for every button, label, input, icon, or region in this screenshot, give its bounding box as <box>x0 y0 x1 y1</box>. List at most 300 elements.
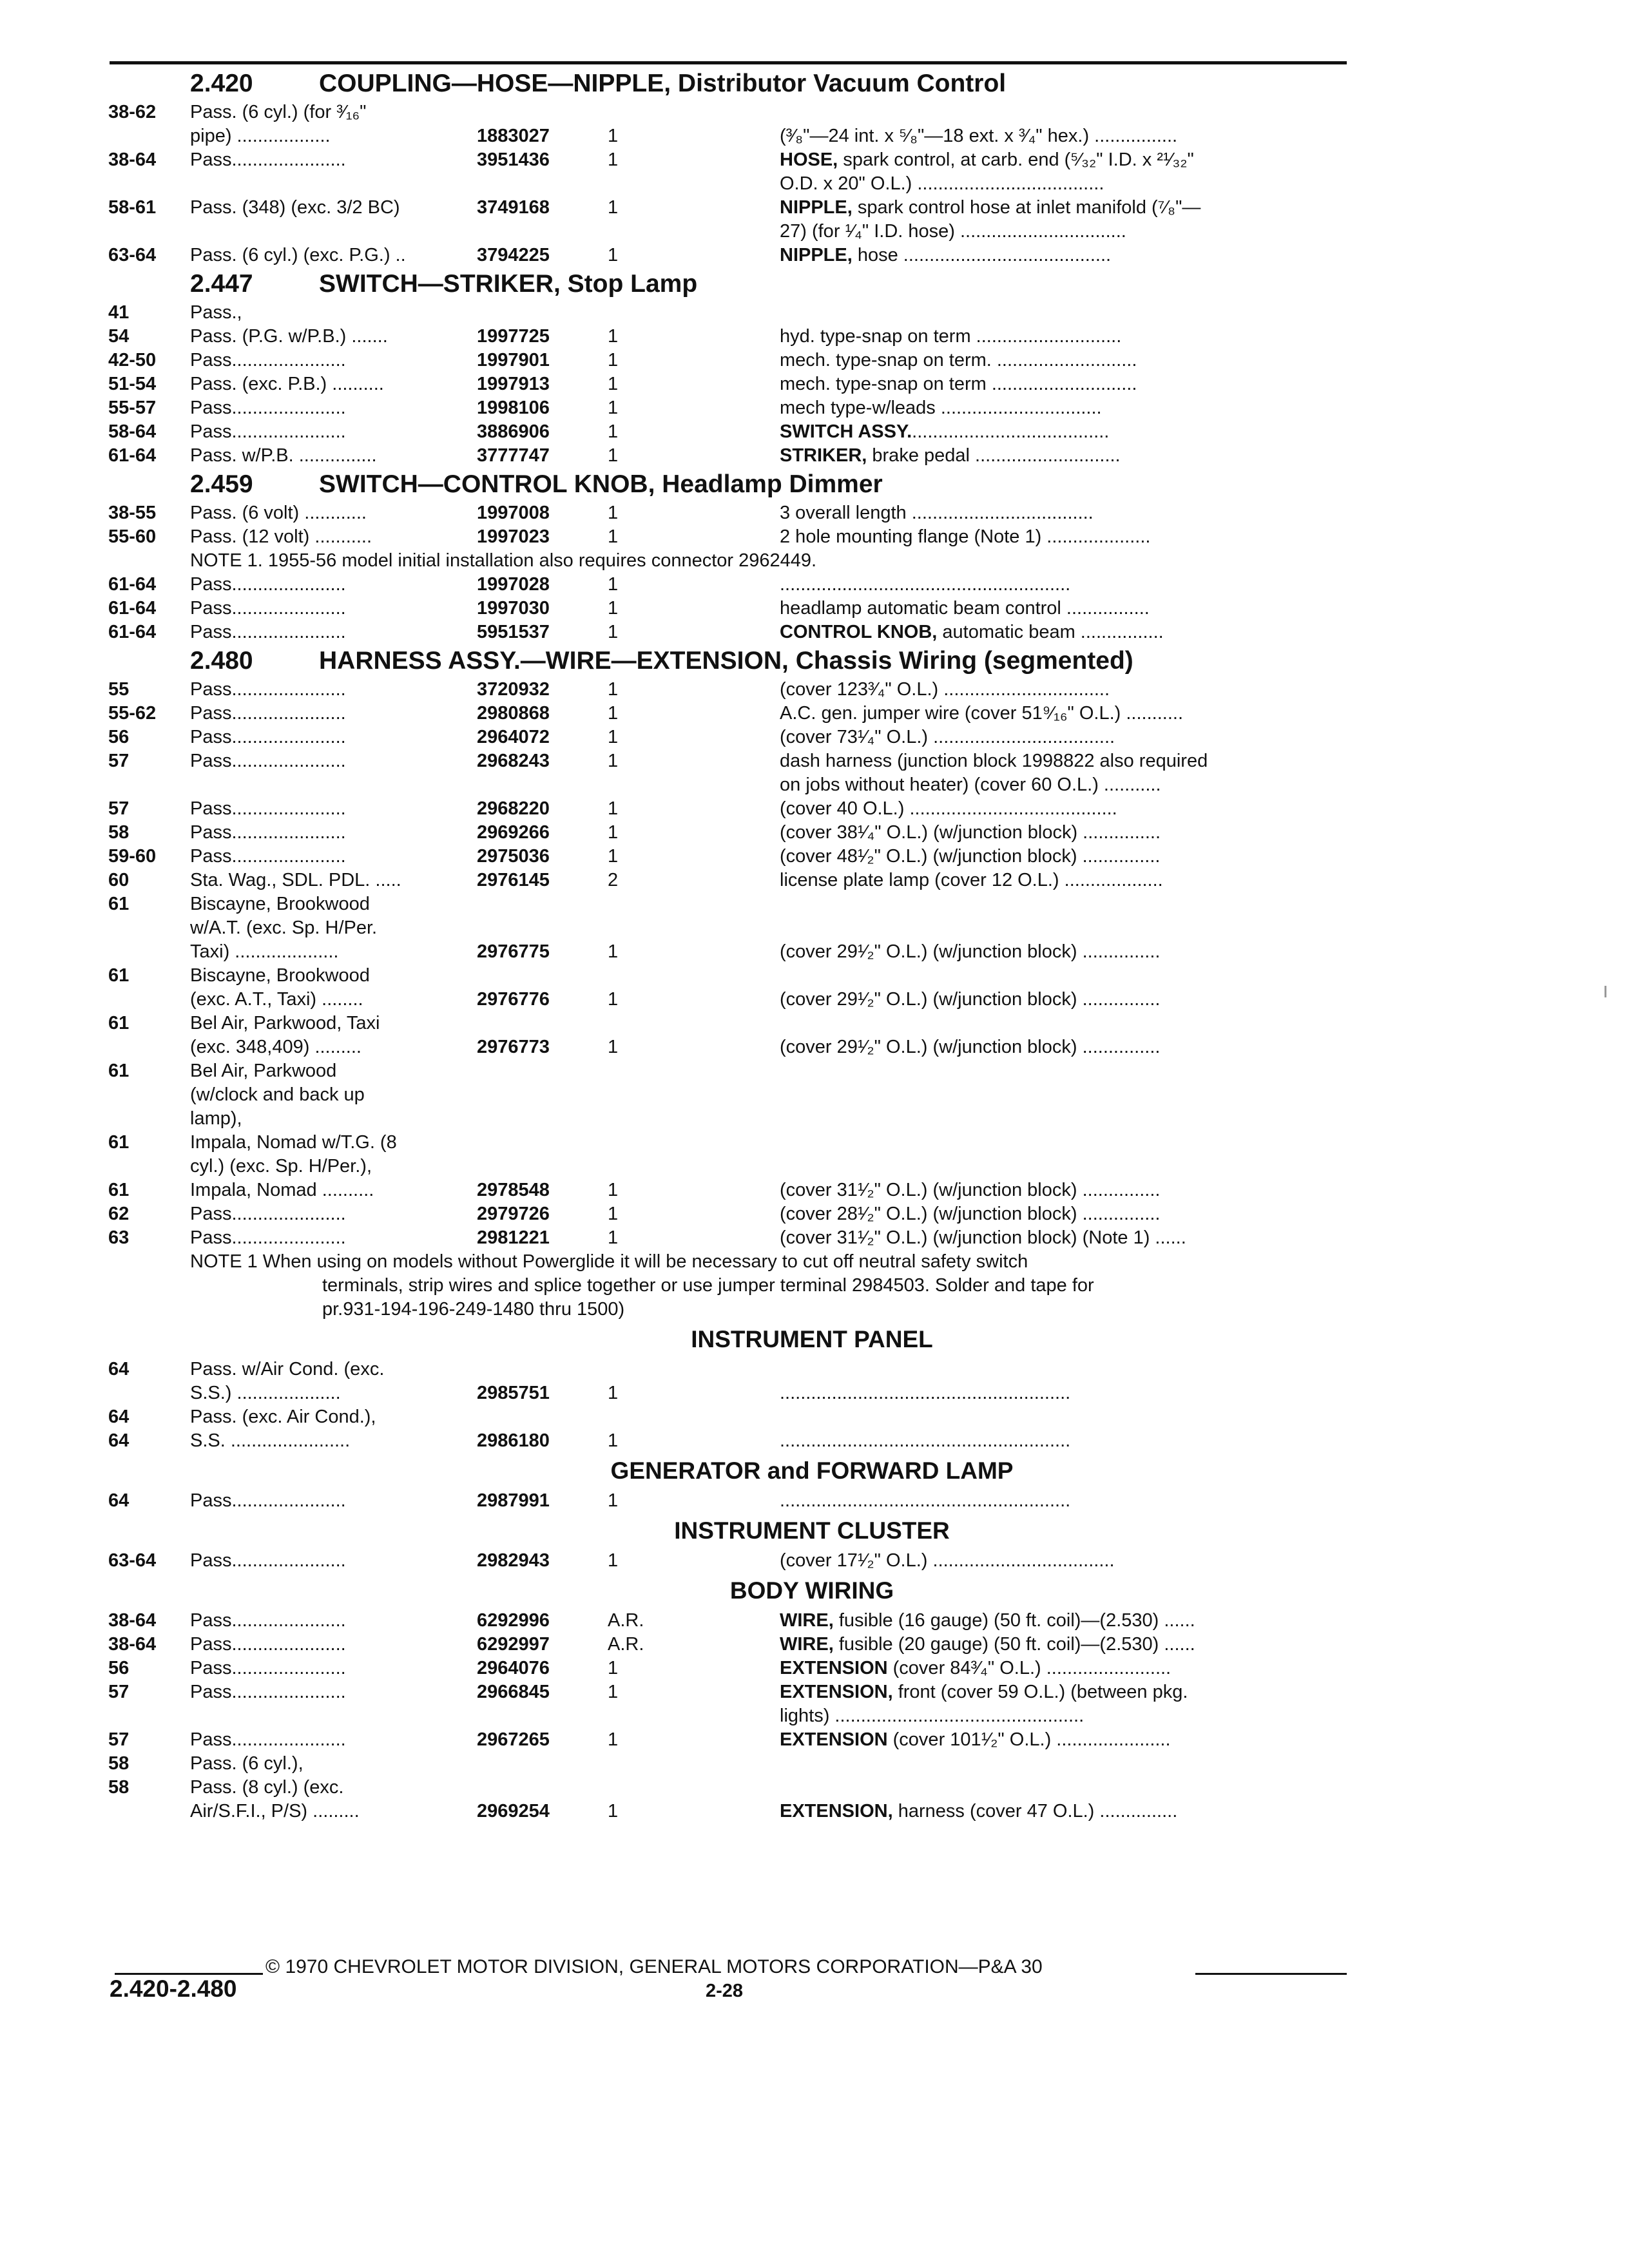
part-description <box>780 620 1347 644</box>
table-row <box>0 1226 1629 1250</box>
group-number: 2.420 <box>190 70 253 97</box>
group-title <box>319 267 697 301</box>
part-number: 1997901 <box>477 350 550 370</box>
group-number: 2.480 <box>190 647 253 675</box>
table-row <box>0 1012 1629 1035</box>
description-text: (cover 31¹⁄₂" O.L.) (w/junction block) (Note 1) ...... <box>780 1227 1186 1248</box>
part-description <box>780 1035 1347 1059</box>
quantity: 1 <box>608 822 619 843</box>
table-row <box>0 1752 1629 1776</box>
footer-section-ref: 2.420-2.480 <box>110 1975 237 2002</box>
model-description: Pass...................... <box>190 727 346 747</box>
description-text: mech. type-snap on term. ........................... <box>780 350 1137 370</box>
part-description <box>780 1381 1347 1405</box>
table-row <box>0 420 1629 444</box>
part-number: 1997030 <box>477 598 550 619</box>
note-line <box>0 549 1629 573</box>
group-title-main: SWITCH—STRIKER, <box>319 270 561 298</box>
table-row <box>0 573 1629 597</box>
part-description <box>780 444 1347 468</box>
part-number: 1997913 <box>477 374 550 394</box>
description-text: on jobs without heater) (cover 60 O.L.) ........... <box>780 774 1161 795</box>
model-description: Pass...................... <box>190 1610 346 1631</box>
part-name: STRIKER, <box>780 445 867 466</box>
table-row <box>0 1429 1629 1453</box>
year-range: 61-64 <box>108 598 157 619</box>
year-range: 64 <box>108 1430 130 1451</box>
part-number: 2979726 <box>477 1204 550 1224</box>
model-description: Pass...................... <box>190 703 346 724</box>
model-description: S.S.) .................... <box>190 1383 341 1403</box>
group-header <box>0 468 1629 501</box>
group-title-main: SWITCH—CONTROL KNOB, <box>319 470 655 498</box>
year-range: 58 <box>108 822 130 843</box>
quantity: 1 <box>608 622 619 642</box>
part-description <box>780 1728 1347 1752</box>
table-row <box>0 172 1629 196</box>
part-description <box>780 749 1347 773</box>
model-description: Air/S.F.I., P/S) ......... <box>190 1801 360 1821</box>
quantity: 1 <box>608 445 619 466</box>
part-number: 2964072 <box>477 727 550 747</box>
part-description <box>780 1429 1347 1453</box>
table-row <box>0 892 1629 916</box>
table-row <box>0 1633 1629 1657</box>
part-description <box>780 124 1347 148</box>
year-range: 59-60 <box>108 846 157 867</box>
quantity: 1 <box>608 350 619 370</box>
part-description <box>780 845 1347 869</box>
group-title-sub: Chassis Wiring (segmented) <box>795 647 1133 675</box>
model-description: Pass...................... <box>190 798 346 819</box>
year-range: 57 <box>108 798 130 819</box>
table-row <box>0 1083 1629 1107</box>
table-row <box>0 349 1629 372</box>
quantity: 1 <box>608 503 619 523</box>
quantity: 1 <box>608 149 619 170</box>
model-description: Pass...................... <box>190 398 346 418</box>
part-name: WIRE, <box>780 1610 834 1631</box>
description-text: A.C. gen. jumper wire (cover 51⁹⁄₁₆" O.L.) ........... <box>780 703 1184 724</box>
description-text: mech. type-snap on term ............................ <box>780 374 1137 394</box>
table-row <box>0 396 1629 420</box>
table-row <box>0 1381 1629 1405</box>
model-description: Biscayne, Brookwood <box>190 965 370 986</box>
description-text: fusible (16 gauge) (50 ft. coil)—(2.530) ...... <box>833 1610 1195 1631</box>
part-number: 3720932 <box>477 679 550 700</box>
group-title-sub: Headlamp Dimmer <box>662 470 883 498</box>
description-text: headlamp automatic beam control ................ <box>780 598 1150 619</box>
description-text: 27) (for ¹⁄₄" I.D. hose) ................................ <box>780 221 1126 242</box>
description-text: license plate lamp (cover 12 O.L.) ................... <box>780 870 1163 890</box>
model-description: Pass...................... <box>190 1490 346 1511</box>
year-range: 60 <box>108 870 130 890</box>
quantity: 1 <box>608 703 619 724</box>
note-continuation <box>0 1298 1629 1321</box>
model-description: Pass...................... <box>190 679 346 700</box>
quantity: 1 <box>608 526 619 547</box>
part-number: 2964076 <box>477 1658 550 1678</box>
group-title <box>319 644 1133 678</box>
model-description: Pass...................... <box>190 1550 346 1571</box>
quantity: 1 <box>608 1658 619 1678</box>
model-description: Pass. (8 cyl.) (exc. <box>190 1777 344 1798</box>
year-range: 62 <box>108 1204 130 1224</box>
year-range: 56 <box>108 727 130 747</box>
model-description: Pass...................... <box>190 1227 346 1248</box>
quantity: 1 <box>608 126 619 146</box>
quantity: 1 <box>608 326 619 347</box>
part-description <box>780 1202 1347 1226</box>
model-description: Pass...................... <box>190 751 346 771</box>
description-text: automatic beam ................ <box>937 622 1164 642</box>
year-range: 61-64 <box>108 622 157 642</box>
quantity: 1 <box>608 727 619 747</box>
part-description <box>780 773 1347 797</box>
part-number: 6292996 <box>477 1610 550 1631</box>
model-description: Pass. (6 volt) ............ <box>190 503 367 523</box>
part-number: 2981221 <box>477 1227 550 1248</box>
table-row <box>0 1035 1629 1059</box>
scan-speck <box>1605 986 1606 997</box>
description-text: hose ........................................ <box>852 245 1112 265</box>
table-row <box>0 678 1629 702</box>
table-row <box>0 244 1629 267</box>
quantity: 1 <box>608 751 619 771</box>
quantity: 1 <box>608 1204 619 1224</box>
year-range: 61 <box>108 1061 130 1081</box>
table-row <box>0 1704 1629 1728</box>
footer-copyright: © 1970 CHEVROLET MOTOR DIVISION, GENERAL MOTORS CORPORATION—P&A 30 <box>265 1956 1043 1977</box>
part-number: 2969266 <box>477 822 550 843</box>
description-text: (cover 29¹⁄₂" O.L.) (w/junction block) ............... <box>780 941 1161 962</box>
year-range: 55-57 <box>108 398 157 418</box>
table-row <box>0 220 1629 244</box>
part-description <box>780 1633 1347 1657</box>
part-description <box>780 525 1347 549</box>
description-text: brake pedal ............................ <box>867 445 1121 466</box>
year-range: 61 <box>108 1013 130 1033</box>
quantity: 1 <box>608 1180 619 1200</box>
page-footer <box>0 1947 1629 2012</box>
group-title-main: HARNESS ASSY.—WIRE—EXTENSION, <box>319 647 789 675</box>
top-rule <box>110 61 1347 64</box>
part-name: NIPPLE, <box>780 197 853 218</box>
year-range: 55-62 <box>108 703 157 724</box>
quantity: 1 <box>608 1383 619 1403</box>
group-number: 2.459 <box>190 470 253 498</box>
part-number: 2987991 <box>477 1490 550 1511</box>
model-description: (w/clock and back up <box>190 1084 365 1105</box>
note-text: NOTE 1. 1955-56 model initial installation also requires connector 2962449. <box>190 550 817 571</box>
model-description: Pass., <box>190 302 242 323</box>
year-range: 55 <box>108 679 130 700</box>
table-row <box>0 1728 1629 1752</box>
table-row <box>0 597 1629 620</box>
description-text: lights) ................................................ <box>780 1706 1084 1726</box>
quantity: 2 <box>608 870 619 890</box>
table-row <box>0 773 1629 797</box>
section-header <box>0 1453 1629 1489</box>
year-range: 63-64 <box>108 1550 157 1571</box>
description-text: (cover 101¹⁄₂" O.L.) ...................... <box>887 1729 1171 1750</box>
year-range: 61 <box>108 894 130 914</box>
model-description: Taxi) .................... <box>190 941 339 962</box>
part-description <box>780 797 1347 821</box>
description-text: (cover 28¹⁄₂" O.L.) (w/junction block) ............... <box>780 1204 1161 1224</box>
part-name: EXTENSION <box>780 1729 888 1750</box>
table-row <box>0 101 1629 124</box>
model-description: Biscayne, Brookwood <box>190 894 370 914</box>
part-number: 1883027 <box>477 126 550 146</box>
year-range: 63 <box>108 1227 130 1248</box>
table-row <box>0 869 1629 892</box>
year-range: 64 <box>108 1490 130 1511</box>
quantity: 1 <box>608 1801 619 1821</box>
quantity: 1 <box>608 374 619 394</box>
quantity: 1 <box>608 989 619 1010</box>
description-text: O.D. x 20" O.L.) .................................... <box>780 173 1104 194</box>
spacer <box>789 647 796 675</box>
part-description <box>780 940 1347 964</box>
description-text: (cover 48¹⁄₂" O.L.) (w/junction block) ............... <box>780 846 1161 867</box>
table-row <box>0 301 1629 325</box>
model-description: (exc. 348,409) ......... <box>190 1037 361 1057</box>
part-description <box>780 196 1347 220</box>
model-description: Pass...................... <box>190 574 346 595</box>
part-description <box>780 573 1347 597</box>
model-description: S.S. ....................... <box>190 1430 351 1451</box>
part-description <box>780 1800 1347 1823</box>
year-range: 38-62 <box>108 102 157 122</box>
group-title <box>319 67 1006 101</box>
model-description: lamp), <box>190 1108 242 1129</box>
group-header <box>0 267 1629 301</box>
part-number: 2976775 <box>477 941 550 962</box>
note-text: NOTE 1 When using on models without Powerglide it will be necessary to cut off neutral safety switch <box>190 1251 1028 1272</box>
model-description: Pass. (exc. Air Cond.), <box>190 1407 376 1427</box>
part-number: 2982943 <box>477 1550 550 1571</box>
description-text: spark control hose at inlet manifold (⁷⁄₈"— <box>852 197 1201 218</box>
table-row <box>0 444 1629 468</box>
description-text: 3 overall length ................................... <box>780 503 1094 523</box>
part-number: 2978548 <box>477 1180 550 1200</box>
year-range: 61 <box>108 1132 130 1153</box>
year-range: 61-64 <box>108 574 157 595</box>
model-description: Pass...................... <box>190 1204 346 1224</box>
table-row <box>0 1549 1629 1573</box>
quantity: 1 <box>608 679 619 700</box>
part-name: CONTROL KNOB, <box>780 622 938 642</box>
part-description <box>780 988 1347 1012</box>
part-description <box>780 869 1347 892</box>
part-name: SWITCH ASSY. <box>780 421 912 442</box>
year-range: 64 <box>108 1407 130 1427</box>
part-number: 1997023 <box>477 526 550 547</box>
table-row <box>0 372 1629 396</box>
part-description <box>780 821 1347 845</box>
table-row <box>0 940 1629 964</box>
part-description <box>780 1680 1347 1704</box>
description-text: fusible (20 gauge) (50 ft. coil)—(2.530) ...... <box>833 1634 1195 1655</box>
part-description <box>780 1226 1347 1250</box>
note-text: terminals, strip wires and splice together or use jumper terminal 2984503. Solder and tape for <box>322 1275 1094 1296</box>
year-range: 51-54 <box>108 374 157 394</box>
description-text: 2 hole mounting flange (Note 1) .................... <box>780 526 1151 547</box>
part-description <box>780 1609 1347 1633</box>
group-title <box>319 468 883 501</box>
year-range: 63-64 <box>108 245 157 265</box>
model-description: Impala, Nomad .......... <box>190 1180 374 1200</box>
quantity: 1 <box>608 398 619 418</box>
quantity: 1 <box>608 197 619 218</box>
part-number: 3777747 <box>477 445 550 466</box>
part-number: 3749168 <box>477 197 550 218</box>
quantity: 1 <box>608 245 619 265</box>
year-range: 58 <box>108 1753 130 1774</box>
spacer <box>561 270 568 298</box>
description-text: ........................................................ <box>780 574 1071 595</box>
year-range: 61 <box>108 965 130 986</box>
model-description: Pass...................... <box>190 1658 346 1678</box>
table-row <box>0 1155 1629 1178</box>
note-continuation <box>0 1274 1629 1298</box>
part-number: 2976145 <box>477 870 550 890</box>
part-description <box>780 172 1347 196</box>
model-description: Pass...................... <box>190 350 346 370</box>
model-description: Pass. (348) (exc. 3/2 BC) <box>190 197 400 218</box>
part-description <box>780 148 1347 172</box>
quantity: 1 <box>608 1227 619 1248</box>
description-text: (³⁄₈"—24 int. x ⁵⁄₈"—18 ext. x ³⁄₄" hex.) ................ <box>780 126 1178 146</box>
footer-page-number: 2-28 <box>706 1981 744 2001</box>
table-row <box>0 1609 1629 1633</box>
part-description <box>780 702 1347 726</box>
year-range: 64 <box>108 1359 130 1379</box>
quantity: 1 <box>608 598 619 619</box>
description-text: harness (cover 47 O.L.) ............... <box>892 1801 1178 1821</box>
year-range: 58 <box>108 1777 130 1798</box>
part-description <box>780 396 1347 420</box>
quantity: 1 <box>608 846 619 867</box>
description-text: (cover 31¹⁄₂" O.L.) (w/junction block) ............... <box>780 1180 1161 1200</box>
year-range: 38-64 <box>108 149 157 170</box>
table-row <box>0 916 1629 940</box>
model-description: Sta. Wag., SDL. PDL. ..... <box>190 870 401 890</box>
part-name: HOSE, <box>780 149 838 170</box>
part-description <box>780 1657 1347 1680</box>
model-description: Pass...................... <box>190 1682 346 1702</box>
part-number: 3951436 <box>477 149 550 170</box>
year-range: 58-64 <box>108 421 157 442</box>
model-description: cyl.) (exc. Sp. H/Per.), <box>190 1156 372 1177</box>
year-range: 61 <box>108 1180 130 1200</box>
part-number: 2967265 <box>477 1729 550 1750</box>
description-text: ...................................... <box>912 421 1110 442</box>
part-number: 5951537 <box>477 622 550 642</box>
part-number: 3794225 <box>477 245 550 265</box>
quantity: 1 <box>608 574 619 595</box>
table-row <box>0 1680 1629 1704</box>
group-title-main: COUPLING—HOSE—NIPPLE, <box>319 70 671 97</box>
part-description <box>780 244 1347 267</box>
table-row <box>0 196 1629 220</box>
part-number: 1997725 <box>477 326 550 347</box>
table-row <box>0 501 1629 525</box>
model-description: (exc. A.T., Taxi) ........ <box>190 989 363 1010</box>
table-row <box>0 1657 1629 1680</box>
part-description <box>780 1178 1347 1202</box>
description-text: ........................................................ <box>780 1490 1071 1511</box>
group-header <box>0 67 1629 101</box>
model-description: Pass. (exc. P.B.) .......... <box>190 374 384 394</box>
description-text: hyd. type-snap on term ............................ <box>780 326 1122 347</box>
description-text: (cover 29¹⁄₂" O.L.) (w/junction block) ............... <box>780 989 1161 1010</box>
model-description: Bel Air, Parkwood <box>190 1061 337 1081</box>
year-range: 58-61 <box>108 197 157 218</box>
section-title: INSTRUMENT CLUSTER <box>674 1517 950 1544</box>
part-number: 2986180 <box>477 1430 550 1451</box>
footer-rule-left <box>115 1973 263 1975</box>
description-text: (cover 123³⁄₄" O.L.) ................................ <box>780 679 1110 700</box>
table-row <box>0 726 1629 749</box>
part-number: 2976773 <box>477 1037 550 1057</box>
table-row <box>0 1131 1629 1155</box>
description-text: ........................................................ <box>780 1430 1071 1451</box>
table-row <box>0 1776 1629 1800</box>
part-description <box>780 349 1347 372</box>
year-range: 42-50 <box>108 350 157 370</box>
table-row <box>0 620 1629 644</box>
part-number: 2975036 <box>477 846 550 867</box>
model-description: Pass...................... <box>190 622 346 642</box>
part-description <box>780 372 1347 396</box>
description-text: (cover 17¹⁄₂" O.L.) ................................... <box>780 1550 1115 1571</box>
description-text: mech type-w/leads ............................... <box>780 398 1102 418</box>
model-description: Pass. w/Air Cond. (exc. <box>190 1359 385 1379</box>
model-description: Pass...................... <box>190 149 346 170</box>
quantity: 1 <box>608 1490 619 1511</box>
group-number: 2.447 <box>190 270 253 298</box>
part-description <box>780 678 1347 702</box>
spacer <box>655 470 662 498</box>
quantity: A.R. <box>608 1634 644 1655</box>
part-number: 2985751 <box>477 1383 550 1403</box>
table-row <box>0 988 1629 1012</box>
model-description: Pass. (6 cyl.), <box>190 1753 304 1774</box>
year-range: 38-64 <box>108 1610 157 1631</box>
year-range: 38-55 <box>108 503 157 523</box>
part-number: 2969254 <box>477 1801 550 1821</box>
part-description <box>780 420 1347 444</box>
part-name: EXTENSION, <box>780 1682 893 1702</box>
model-description: Pass. w/P.B. ............... <box>190 445 377 466</box>
quantity: 1 <box>608 1037 619 1057</box>
description-text: (cover 38¹⁄₄" O.L.) (w/junction block) ............... <box>780 822 1161 843</box>
part-number: 2966845 <box>477 1682 550 1702</box>
part-number: 1998106 <box>477 398 550 418</box>
model-description: Pass. (P.G. w/P.B.) ....... <box>190 326 388 347</box>
year-range: 38-64 <box>108 1634 157 1655</box>
section-title: INSTRUMENT PANEL <box>691 1326 933 1352</box>
table-row <box>0 1405 1629 1429</box>
model-description: Pass...................... <box>190 1729 346 1750</box>
catalog-content <box>0 67 1629 1823</box>
footer-rule-right <box>1195 1973 1347 1975</box>
part-description <box>780 1704 1347 1728</box>
model-description: w/A.T. (exc. Sp. H/Per. <box>190 918 378 938</box>
part-number: 6292997 <box>477 1634 550 1655</box>
